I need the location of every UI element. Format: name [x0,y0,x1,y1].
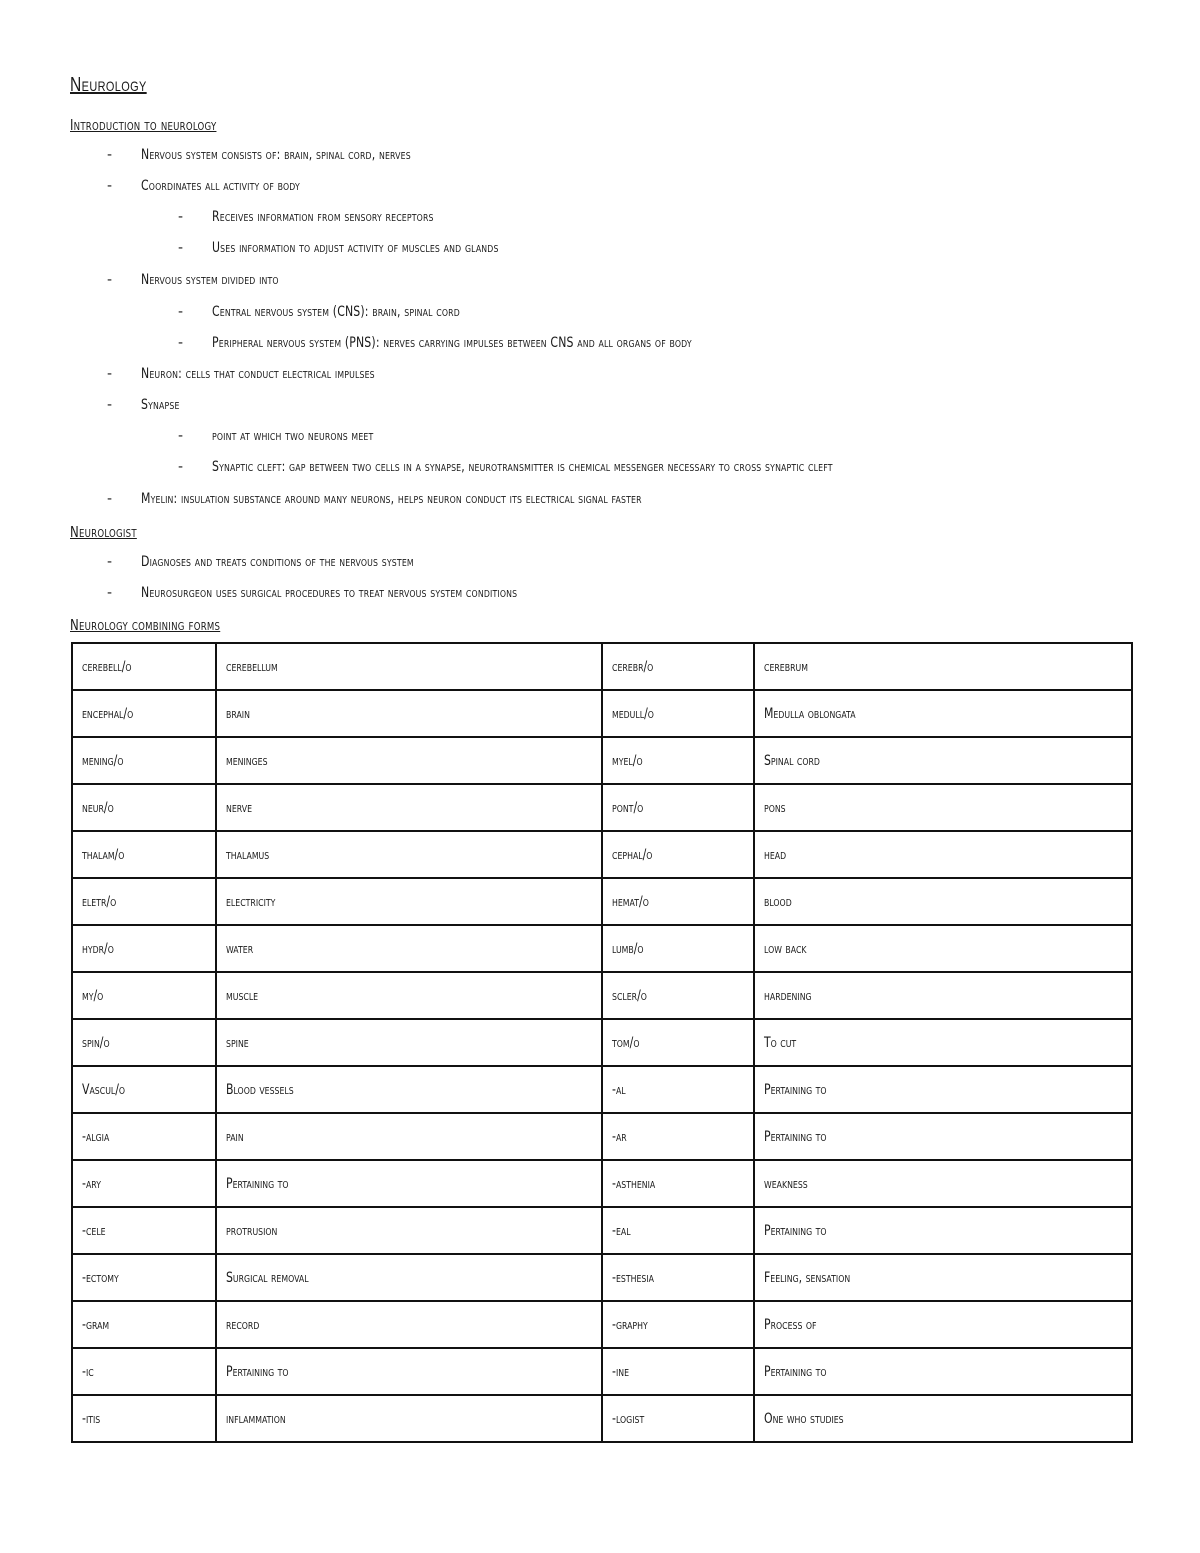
meaning-cell: head [754,831,1132,878]
list-item: - Neuron: cells that conduct electrical impulses [107,366,375,382]
meaning-cell: cerebrum [754,643,1132,690]
term-cell: -cele [72,1207,216,1254]
term-cell: -asthenia [602,1160,754,1207]
meaning-cell: Blood vessels [216,1066,602,1113]
term-cell: -ine [602,1348,754,1395]
term-cell: hemat/o [602,878,754,925]
term-cell: myel/o [602,737,754,784]
meaning-cell: nerve [216,784,602,831]
document-title: Neurology [70,74,147,96]
list-item: - Nervous system consists of: brain, spinal cord, nerves [107,147,411,163]
meaning-cell: To cut [754,1019,1132,1066]
meaning-cell: hardening [754,972,1132,1019]
meaning-cell: inflammation [216,1395,602,1442]
meaning-cell: Spinal cord [754,737,1132,784]
term-cell: spin/o [72,1019,216,1066]
term-cell: -esthesia [602,1254,754,1301]
table-row [72,1207,1132,1254]
list-item: - Receives information from sensory receptors [178,209,434,225]
meaning-cell: protrusion [216,1207,602,1254]
table-row [72,925,1132,972]
list-item: - point at which two neurons meet [178,428,374,444]
meaning-cell: pons [754,784,1132,831]
term-cell: cephal/o [602,831,754,878]
table-row [72,1019,1132,1066]
term-cell: hydr/o [72,925,216,972]
list-item: - Uses information to adjust activity of muscles and glands [178,240,499,256]
meaning-cell: low back [754,925,1132,972]
meaning-cell: water [216,925,602,972]
list-item: - Peripheral nervous system (PNS): nerves carrying impulses between CNS and all organs of body [178,335,692,351]
table-row [72,1113,1132,1160]
term-cell: neur/o [72,784,216,831]
meaning-cell: blood [754,878,1132,925]
term-cell: cerebell/o [72,643,216,690]
table-row [72,1066,1132,1113]
term-cell: -al [602,1066,754,1113]
term-cell: medull/o [602,690,754,737]
term-cell: -logist [602,1395,754,1442]
term-cell: -ic [72,1348,216,1395]
term-cell: -graphy [602,1301,754,1348]
meaning-cell: muscle [216,972,602,1019]
meaning-cell: Feeling, sensation [754,1254,1132,1301]
term-cell: -eal [602,1207,754,1254]
table-row [72,737,1132,784]
table-row [72,1301,1132,1348]
table-row [72,643,1132,690]
meaning-cell: Surgical removal [216,1254,602,1301]
table-row [72,878,1132,925]
term-cell: cerebr/o [602,643,754,690]
term-cell: -ar [602,1113,754,1160]
table-row [72,831,1132,878]
term-cell: mening/o [72,737,216,784]
meaning-cell: thalamus [216,831,602,878]
table-row [72,1160,1132,1207]
meaning-cell: Pertaining to [216,1348,602,1395]
meaning-cell: electricity [216,878,602,925]
section-heading-intro: Introduction to neurology [70,116,217,134]
term-cell: -ectomy [72,1254,216,1301]
term-cell: thalam/o [72,831,216,878]
meaning-cell: meninges [216,737,602,784]
meaning-cell: Medulla oblongata [754,690,1132,737]
meaning-cell: One who studies [754,1395,1132,1442]
meaning-cell: cerebellum [216,643,602,690]
list-item: - Synaptic cleft: gap between two cells in a synapse, neurotransmitter is chemical messenger necessary to cross synaptic cleft [178,459,833,475]
term-cell: Vascul/o [72,1066,216,1113]
table-row [72,784,1132,831]
term-cell: -itis [72,1395,216,1442]
term-cell: pont/o [602,784,754,831]
term-cell: eletr/o [72,878,216,925]
meaning-cell: Pertaining to [216,1160,602,1207]
table-row [72,1348,1132,1395]
term-cell: my/o [72,972,216,1019]
meaning-cell: Process of [754,1301,1132,1348]
list-item: - Synapse [107,397,180,413]
meaning-cell: Pertaining to [754,1207,1132,1254]
table-row [72,972,1132,1019]
meaning-cell: Pertaining to [754,1066,1132,1113]
meaning-cell: Pertaining to [754,1348,1132,1395]
term-cell: lumb/o [602,925,754,972]
table-row [72,690,1132,737]
term-cell: -algia [72,1113,216,1160]
term-cell: encephal/o [72,690,216,737]
meaning-cell: record [216,1301,602,1348]
section-heading-combining-forms: Neurology combining forms [70,616,221,634]
table-row [72,1254,1132,1301]
combining-forms-table [71,642,1133,1443]
meaning-cell: Pertaining to [754,1113,1132,1160]
term-cell: scler/o [602,972,754,1019]
term-cell: tom/o [602,1019,754,1066]
list-item: - Coordinates all activity of body [107,178,300,194]
table-row [72,1395,1132,1442]
list-item: - Diagnoses and treats conditions of the nervous system [107,554,414,570]
meaning-cell: pain [216,1113,602,1160]
list-item: - Neurosurgeon uses surgical procedures to treat nervous system conditions [107,585,518,601]
term-cell: -gram [72,1301,216,1348]
term-cell: -ary [72,1160,216,1207]
list-item: - Myelin: insulation substance around many neurons, helps neuron conduct its electrical signal faster [107,491,642,507]
list-item: - Central nervous system (CNS): brain, spinal cord [178,304,460,320]
meaning-cell: spine [216,1019,602,1066]
list-item: - Nervous system divided into [107,272,279,288]
meaning-cell: brain [216,690,602,737]
section-heading-neurologist: Neurologist [70,523,137,541]
meaning-cell: weakness [754,1160,1132,1207]
